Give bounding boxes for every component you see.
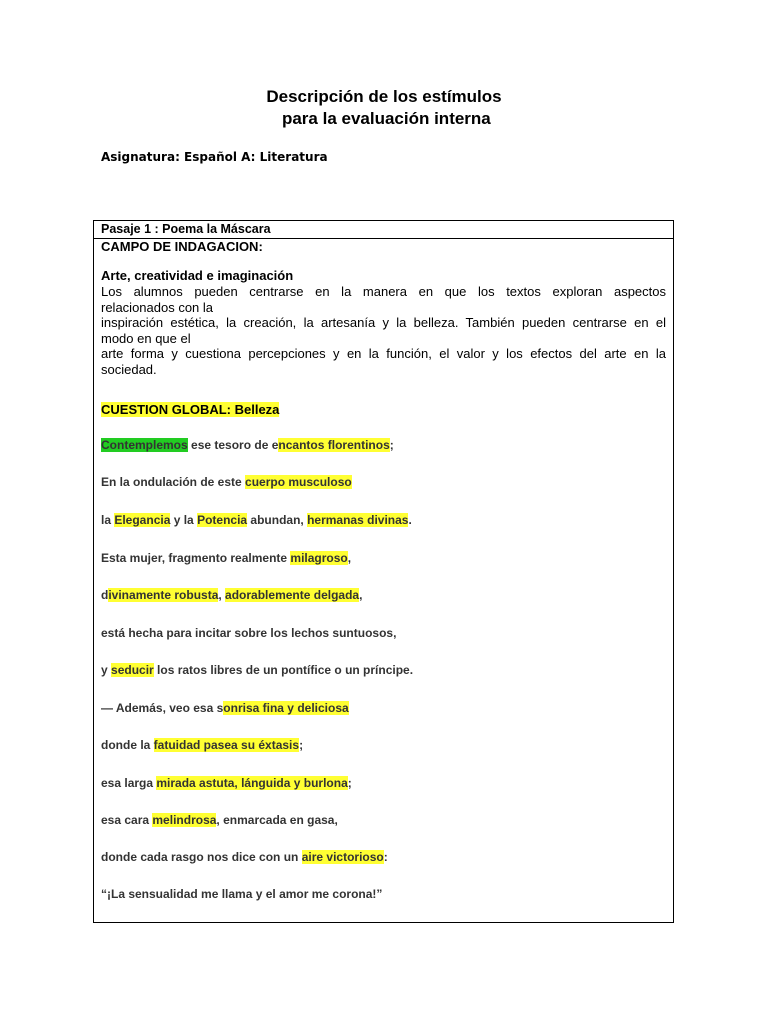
poem-text: y — [101, 663, 112, 677]
poem-text: donde cada rasgo nos dice con un — [101, 850, 302, 864]
poem-line — [101, 512, 412, 528]
poem-line — [101, 737, 303, 753]
highlighted-phrase: melindrosa — [152, 813, 217, 827]
poem-text: En la ondulación de este — [101, 475, 246, 489]
poem-text: , — [218, 588, 226, 602]
poem-line — [101, 775, 352, 791]
highlighted-phrase: fatuidad pasea su éxtasis — [153, 738, 300, 752]
description-line: Los alumnos pueden centrarse en la manera en que los textos exploran aspectos — [101, 284, 666, 299]
highlighted-phrase: Elegancia — [114, 513, 171, 527]
poem-text: : — [383, 850, 388, 864]
highlighted-phrase: onrisa fina y deliciosa — [223, 701, 349, 715]
poem-text: esa larga — [101, 776, 157, 790]
global-question-text: CUESTION GLOBAL: Belleza — [101, 402, 280, 417]
highlighted-phrase: Contemplemos — [101, 438, 188, 452]
poem-text: , — [347, 551, 352, 565]
poem-text: esa cara — [101, 813, 153, 827]
poem-text: ese tesoro de e — [187, 438, 279, 452]
poem-text: está hecha para incitar sobre los lechos suntuosos, — [101, 626, 397, 640]
passage-body — [94, 239, 673, 418]
poem-text: . — [408, 513, 412, 527]
poem-text: y la — [170, 513, 198, 527]
field-title: CAMPO DE INDAGACION: — [101, 239, 263, 254]
description-line: relacionados con la — [101, 299, 214, 315]
highlighted-phrase: cuerpo musculoso — [245, 475, 352, 489]
poem-text: — Además, veo esa s — [101, 701, 224, 715]
highlighted-phrase: milagroso — [290, 551, 348, 565]
poem-text: ; — [347, 776, 352, 790]
poem-line — [101, 550, 351, 566]
title-line-1: Descripción de los estímulos — [266, 87, 502, 106]
poem-text: Esta mujer, fragmento realmente — [101, 551, 291, 565]
poem-text: , — [359, 588, 363, 602]
description-line: modo en que el — [101, 330, 191, 346]
document-title — [0, 86, 768, 130]
poem-line — [101, 662, 413, 678]
description-line: sociedad. — [101, 361, 157, 377]
highlighted-phrase: mirada astuta, lánguida y burlona — [156, 776, 348, 790]
poem-line — [101, 474, 352, 490]
highlighted-phrase: adorablemente delgada — [225, 588, 360, 602]
title-line-2: para la evaluación interna — [277, 109, 491, 128]
poem-line — [101, 812, 338, 828]
poem-text: ; — [389, 438, 394, 452]
poem-line — [101, 587, 362, 603]
poem-line — [101, 437, 394, 453]
highlighted-phrase: ncantos florentinos — [278, 438, 390, 452]
poem-text: donde la — [101, 738, 154, 752]
poem-line — [101, 886, 382, 902]
poem-text: ; — [299, 738, 304, 752]
passage-header: Pasaje 1 : Poema la Máscara — [94, 221, 673, 239]
subject-label: Asignatura: Español A: Literatura — [101, 150, 328, 164]
poem-text: “¡La sensualidad me llama y el amor me corona!” — [101, 887, 383, 901]
description-paragraph — [101, 284, 666, 377]
highlighted-phrase: aire victorioso — [301, 850, 384, 864]
passage-box — [93, 220, 674, 923]
poem-line — [101, 625, 396, 641]
poem-text: d — [101, 588, 109, 602]
poem-text: la — [101, 513, 115, 527]
poem-text: , enmarcada en gasa, — [216, 813, 338, 827]
highlighted-phrase: seducir — [111, 663, 154, 677]
poem-line — [101, 700, 349, 716]
description-line: inspiración estética, la creación, la artesanía y la belleza. También pueden centrarse en el — [101, 315, 666, 330]
poem-text: abundan, — [247, 513, 308, 527]
highlighted-phrase: Potencia — [197, 513, 248, 527]
highlighted-phrase: hermanas divinas — [307, 513, 409, 527]
description-line: arte forma y cuestiona percepciones y en la función, el valor y los efectos del arte en la — [101, 346, 666, 361]
global-question — [101, 402, 666, 418]
poem-line — [101, 849, 388, 865]
theme-heading: Arte, creatividad e imaginación — [101, 268, 294, 283]
highlighted-phrase: ivinamente robusta — [108, 588, 219, 602]
poem-text: los ratos libres de un pontífice o un príncipe. — [153, 663, 414, 677]
